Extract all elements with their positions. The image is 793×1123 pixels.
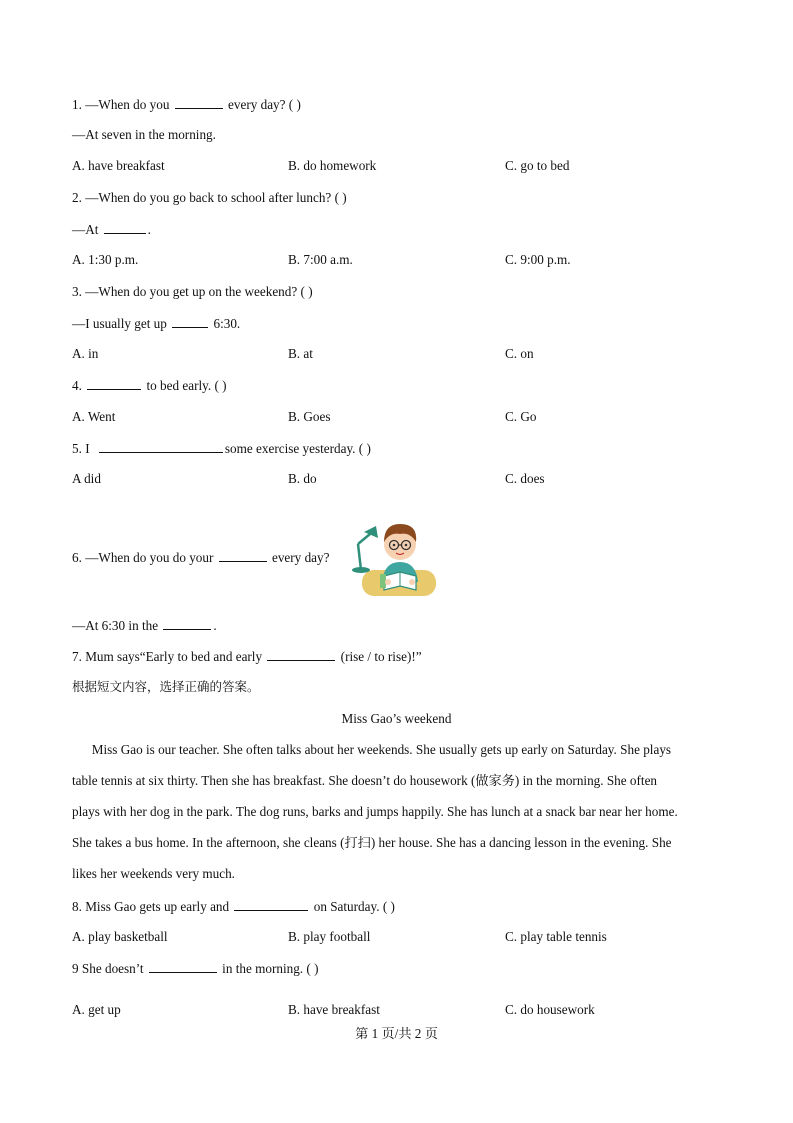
question-1-answer: —At seven in the morning. [72,127,216,142]
q5-option-a: A did [72,471,101,486]
q2-option-c: C. 9:00 p.m. [505,252,571,267]
q5-option-b: B. do [288,471,317,486]
q8-option-a: A. play basketball [72,929,168,944]
answer-blank [149,960,217,973]
page-footer: 第 1 页/共 2 页 [355,1026,438,1041]
lamp-arm-upper [358,534,370,544]
boy-studying-illustration [348,512,440,602]
q4-option-c: C. Go [505,409,537,424]
answer-blank [267,648,335,661]
answer-blank [234,898,308,911]
pencil-cup [380,574,386,588]
question-8: 8. Miss Gao gets up early and on Saturday. ( ) [72,899,395,914]
q9-option-c: C. do housework [505,1002,595,1017]
q5-option-c: C. does [505,471,545,486]
q9-option-b: B. have breakfast [288,1002,380,1017]
q3-option-a: A. in [72,346,99,361]
question-5: 5. I some exercise yesterday. ( ) [72,441,371,456]
answer-blank [219,549,267,562]
q2-option-a: A. 1:30 p.m. [72,252,139,267]
answer-blank [163,617,211,630]
q1-option-a: A. have breakfast [72,158,165,173]
question-6-answer: —At 6:30 in the . [72,618,217,633]
lamp-arm [358,544,361,570]
question-9: 9 She doesn’t in the morning. ( ) [72,961,319,976]
answer-blank [175,96,223,109]
boy-hand-left [385,579,391,585]
q8-option-b: B. play football [288,929,371,944]
reading-instruction: 根据短文内容，选择正确的答案。 [72,679,260,694]
passage-body [72,734,722,889]
answer-blank [99,440,223,453]
q3-option-c: C. on [505,346,534,361]
question-3: 3. —When do you get up on the weekend? ( ) [72,284,313,299]
question-6: 6. —When do you do your every day? [72,550,330,565]
q8-option-c: C. play table tennis [505,929,607,944]
answer-blank [87,377,141,390]
passage-line: Miss Gao is our teacher. She often talks about her weekends. She usually gets up early on Saturday. She plays [72,742,672,757]
passage-title: Miss Gao’s weekend [341,711,452,726]
answer-blank [172,315,208,328]
boy-hand-right [409,579,415,585]
q9-option-a: A. get up [72,1002,121,1017]
question-7: 7. Mum says“Early to bed and early (rise / to rise)!” [72,649,422,664]
q1-option-c: C. go to bed [505,158,570,173]
q3-option-b: B. at [288,346,313,361]
answer-blank [104,221,146,234]
q4-option-a: A. Went [72,409,116,424]
question-4: 4. to bed early. ( ) [72,378,227,393]
passage-line: likes her weekends very much. [72,866,235,881]
passage-line: table tennis at six thirty. Then she has breakfast. She doesn’t do housework (做家务) in the morning. She often [72,773,658,788]
question-2: 2. —When do you go back to school after lunch? ( ) [72,190,347,205]
question-2-answer: —At . [72,222,151,237]
eye-left [393,544,396,547]
question-3-answer: —I usually get up 6:30. [72,316,241,331]
q1-option-b: B. do homework [288,158,377,173]
q4-option-b: B. Goes [288,409,331,424]
passage-line: She takes a bus home. In the afternoon, she cleans (打扫) her house. She has a dancing lesson in the evening. She [72,835,672,850]
question-1: 1. —When do you every day? ( ) [72,97,301,112]
eye-right [405,544,408,547]
q2-option-b: B. 7:00 a.m. [288,252,353,267]
passage-line: plays with her dog in the park. The dog runs, barks and jumps happily. She has lunch at a snack bar near her home. [72,804,678,819]
